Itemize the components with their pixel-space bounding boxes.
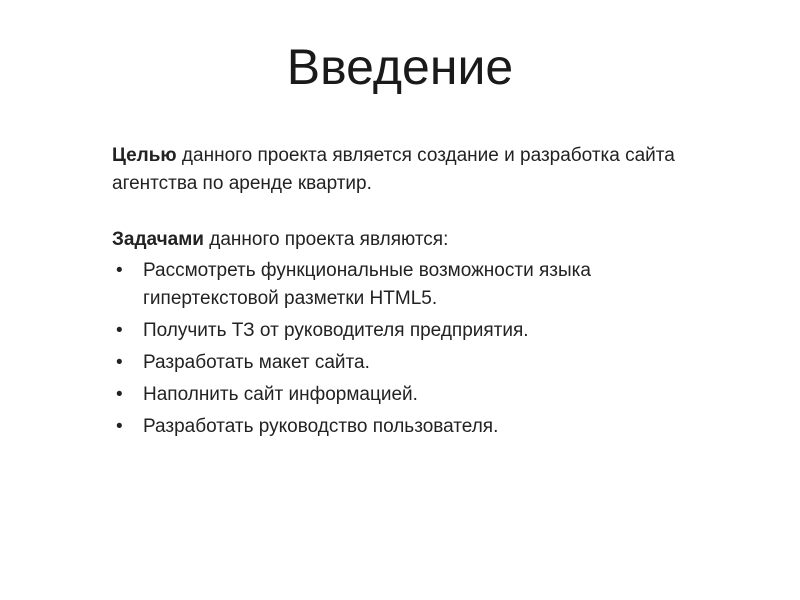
slide-content bbox=[112, 142, 722, 445]
tasks-text: данного проекта являются: bbox=[203, 229, 449, 250]
bullet-icon: • bbox=[116, 384, 123, 405]
goal-text: данного проекта является создание и разработка сайта агентства по аренде квартир. bbox=[112, 145, 675, 194]
bullet-icon: • bbox=[116, 352, 123, 373]
list-item bbox=[112, 413, 722, 441]
list-item bbox=[112, 381, 722, 409]
goal-label: Целью bbox=[112, 145, 177, 166]
list-item bbox=[112, 257, 722, 313]
bullet-icon: • bbox=[116, 416, 123, 437]
task-text: Наполнить сайт информацией. bbox=[143, 384, 418, 405]
tasks-label: Задачами bbox=[112, 229, 204, 250]
task-text: Разработать макет сайта. bbox=[143, 352, 370, 373]
list-item bbox=[112, 317, 722, 345]
task-text: Разработать руководство пользователя. bbox=[143, 416, 499, 437]
list-item bbox=[112, 349, 722, 377]
slide-title: Введение bbox=[286, 39, 514, 95]
tasks-intro bbox=[112, 226, 722, 254]
bullet-icon: • bbox=[116, 320, 123, 341]
bullet-icon: • bbox=[116, 260, 123, 281]
task-text: Рассмотреть функциональные возможности языка гипертекстовой разметки HTML5. bbox=[143, 260, 591, 309]
goal-paragraph bbox=[112, 142, 722, 198]
task-text: Получить ТЗ от руководителя предприятия. bbox=[143, 320, 529, 341]
task-list bbox=[112, 257, 722, 441]
